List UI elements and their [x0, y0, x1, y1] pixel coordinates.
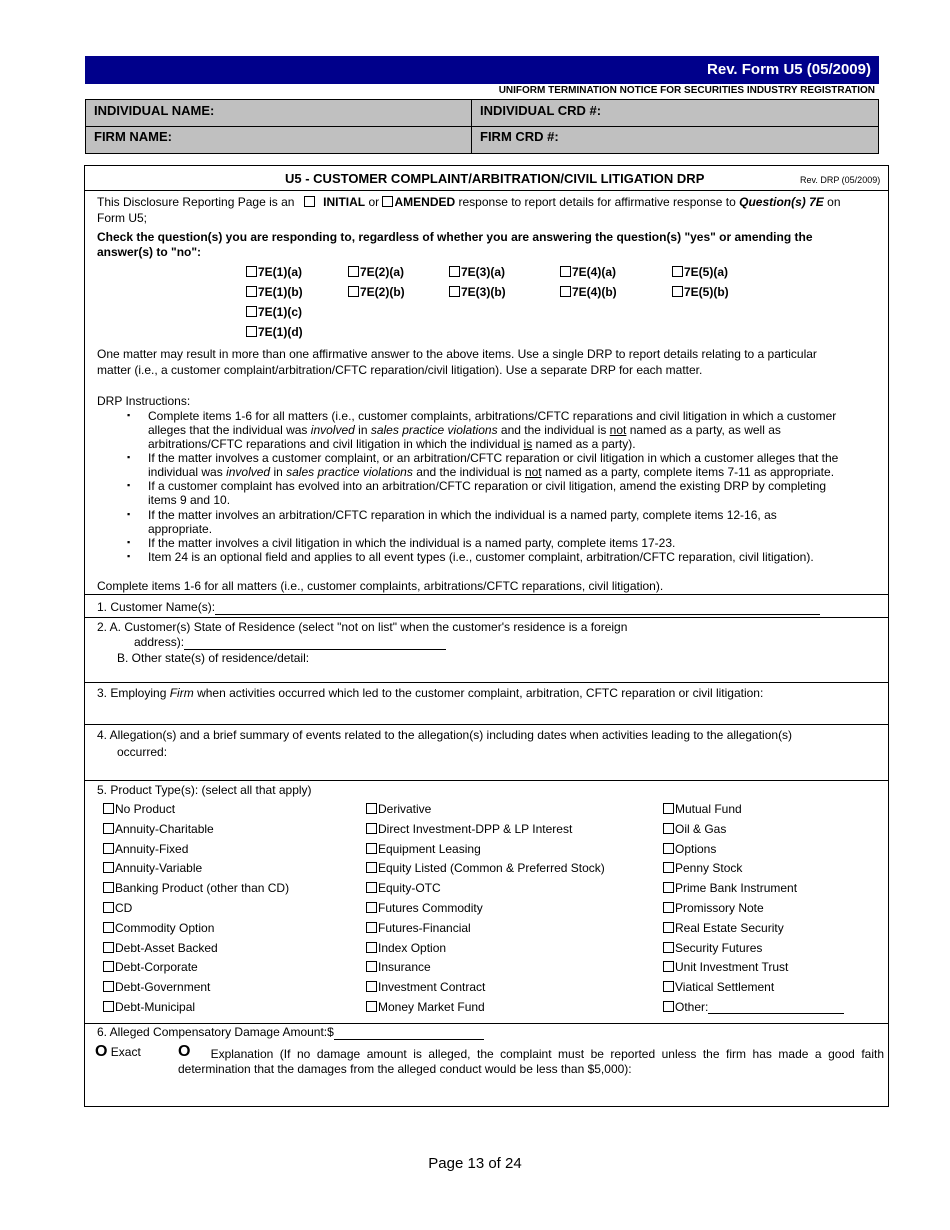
- exact-radio[interactable]: O: [95, 1043, 108, 1060]
- item-2b-label: B. Other state(s) of residence/detail:: [117, 651, 310, 665]
- product-label: Viatical Settlement: [675, 980, 775, 995]
- product-checkbox[interactable]: [663, 823, 674, 834]
- q-7e4b[interactable]: 7E(4)(b): [560, 285, 617, 299]
- product-checkbox[interactable]: [366, 922, 377, 933]
- check-instruction-2: answer(s) to "no":: [97, 245, 202, 259]
- q-7e3a[interactable]: 7E(3)(a): [449, 265, 505, 279]
- product-option[interactable]: [366, 881, 441, 895]
- product-option[interactable]: [103, 802, 175, 816]
- bullet-4: ▪: [127, 509, 131, 519]
- product-label: Derivative: [378, 802, 432, 816]
- product-label: Equity-OTC: [378, 881, 441, 896]
- drp-frame: [84, 165, 889, 1107]
- product-label: Oil & Gas: [675, 821, 727, 836]
- q-7e2a[interactable]: 7E(2)(a): [348, 265, 404, 279]
- product-option[interactable]: [103, 960, 198, 974]
- q-7e1d[interactable]: 7E(1)(d): [246, 325, 303, 339]
- product-label: Options: [675, 841, 717, 856]
- product-checkbox[interactable]: [366, 1001, 377, 1012]
- product-option[interactable]: [663, 1000, 844, 1014]
- product-option[interactable]: [103, 881, 289, 895]
- product-label: Index Option: [378, 940, 447, 955]
- instruction-4: If the matter involves an arbitration/CFTC reparation in which the individual is a named party, complete items 12-16, as appropriate.: [148, 508, 777, 536]
- product-option[interactable]: [663, 980, 774, 994]
- product-label: Banking Product (other than CD): [115, 881, 290, 896]
- initial-label: INITIAL: [323, 195, 366, 209]
- drp-rev: Rev. DRP (05/2009): [800, 175, 881, 185]
- product-option[interactable]: [663, 822, 726, 836]
- individual-name-label: INDIVIDUAL NAME:: [94, 103, 215, 118]
- initial-checkbox[interactable]: [304, 196, 315, 207]
- q-7e5b[interactable]: 7E(5)(b): [672, 285, 729, 299]
- product-checkbox[interactable]: [663, 902, 674, 913]
- q-7e4a[interactable]: 7E(4)(a): [560, 265, 616, 279]
- product-checkbox[interactable]: [103, 803, 114, 814]
- product-label: Mutual Fund: [675, 802, 742, 816]
- product-checkbox[interactable]: [103, 862, 114, 873]
- product-checkbox[interactable]: [366, 882, 377, 893]
- explanation-radio[interactable]: O: [178, 1043, 191, 1060]
- product-option[interactable]: [366, 861, 605, 875]
- form-title: Rev. Form U5 (05/2009): [707, 61, 871, 78]
- exact-label: Exact: [110, 1045, 141, 1059]
- product-label: Debt-Municipal: [115, 1000, 196, 1014]
- product-option[interactable]: [103, 921, 214, 935]
- product-checkbox[interactable]: [103, 882, 114, 893]
- product-checkbox[interactable]: [103, 922, 114, 933]
- product-label: Equity Listed (Common & Preferred Stock): [378, 861, 605, 876]
- product-option[interactable]: [366, 960, 431, 974]
- instruction-5: If the matter involves a civil litigation in which the individual is a named party, complete items 17-23.: [148, 536, 676, 550]
- bullet-3: ▪: [127, 480, 131, 490]
- item-4-label-2: occurred:: [117, 745, 168, 759]
- q-7e2b[interactable]: 7E(2)(b): [348, 285, 405, 299]
- instruction-6: Item 24 is an optional field and applies to all event types (i.e., customer complaint, arbitration/CFTC reparation, civil litigation).: [148, 550, 814, 564]
- product-checkbox[interactable]: [103, 1001, 114, 1012]
- product-option[interactable]: [103, 861, 202, 875]
- product-checkbox[interactable]: [663, 843, 674, 854]
- product-option[interactable]: [663, 842, 716, 856]
- product-option[interactable]: [366, 802, 431, 816]
- product-checkbox[interactable]: [366, 961, 377, 972]
- product-checkbox[interactable]: [103, 902, 114, 913]
- product-checkbox[interactable]: [663, 981, 674, 992]
- product-label: Money Market Fund: [378, 1000, 485, 1014]
- customer-name-field[interactable]: [215, 602, 820, 615]
- product-label: Insurance: [378, 960, 431, 975]
- product-checkbox[interactable]: [663, 862, 674, 873]
- q-7e1c[interactable]: 7E(1)(c): [246, 305, 302, 319]
- product-checkbox[interactable]: [663, 1001, 674, 1012]
- product-option[interactable]: [366, 941, 446, 955]
- instruction-3: If a customer complaint has evolved into an arbitration/CFTC reparation or civil litigation, amend the existing DRP by completing items 9 and 10.: [148, 479, 827, 507]
- explanation-line-1: Explanation (If no damage amount is alleged, the complaint must be reported unless the firm has made a good faith: [210, 1047, 885, 1061]
- product-checkbox[interactable]: [103, 823, 114, 834]
- damage-amount-field[interactable]: [334, 1027, 484, 1040]
- product-checkbox[interactable]: [366, 803, 377, 814]
- matter-note-1: One matter may result in more than one affirmative answer to the above items. Use a single DRP to report details relating to a particular: [97, 347, 817, 361]
- product-label: Investment Contract: [378, 980, 486, 995]
- product-label: Debt-Corporate: [115, 960, 198, 975]
- page-number: Page 13 of 24: [428, 1155, 522, 1172]
- item-1-label: 1. Customer Name(s):: [97, 600, 820, 615]
- item-6-label: 6. Alleged Compensatory Damage Amount:$: [97, 1025, 484, 1040]
- bullet-6: ▪: [127, 551, 131, 561]
- product-option[interactable]: [366, 921, 471, 935]
- product-checkbox[interactable]: [663, 942, 674, 953]
- product-label: Direct Investment-DPP & LP Interest: [378, 821, 573, 836]
- product-checkbox[interactable]: [103, 942, 114, 953]
- product-label: Unit Investment Trust: [675, 960, 789, 975]
- product-label: Debt-Government: [115, 980, 211, 995]
- product-label: Futures-Financial: [378, 920, 471, 935]
- firm-name-label: FIRM NAME:: [94, 129, 172, 144]
- product-checkbox[interactable]: [103, 961, 114, 972]
- question-ref: Question(s) 7E: [739, 195, 824, 209]
- product-option[interactable]: [663, 802, 742, 816]
- product-option[interactable]: [103, 1000, 195, 1014]
- product-option[interactable]: [663, 921, 784, 935]
- product-checkbox[interactable]: [663, 882, 674, 893]
- instruction-2: If the matter involves a customer complaint, or an arbitration/CFTC reparation or civil litigation in which a customer alleges that the individual was involved in sales practice violations and the individual is not named as a party, complete items 7-11 as appropriate.: [148, 451, 839, 479]
- form-subtitle: UNIFORM TERMINATION NOTICE FOR SECURITIES INDUSTRY REGISTRATION: [498, 85, 875, 96]
- product-checkbox[interactable]: [366, 862, 377, 873]
- product-label: CD: [115, 901, 133, 915]
- product-checkbox[interactable]: [103, 843, 114, 854]
- explanation-line-2: determination that the damages from the alleged conduct would be less than $5,000):: [178, 1062, 632, 1076]
- product-option[interactable]: [366, 822, 572, 836]
- bullet-5: ▪: [127, 537, 131, 547]
- bullet-2: ▪: [127, 452, 131, 462]
- product-checkbox[interactable]: [366, 981, 377, 992]
- product-option[interactable]: [366, 842, 481, 856]
- product-label: Prime Bank Instrument: [675, 881, 798, 896]
- product-checkbox[interactable]: [366, 942, 377, 953]
- q-7e1b[interactable]: 7E(1)(b): [246, 285, 303, 299]
- product-label: Commodity Option: [115, 920, 215, 935]
- individual-crd-label: INDIVIDUAL CRD #:: [480, 103, 602, 118]
- amended-label: AMENDED: [394, 195, 456, 209]
- product-checkbox[interactable]: [103, 981, 114, 992]
- product-label: No Product: [115, 802, 176, 816]
- other-product-field[interactable]: [708, 1001, 844, 1014]
- product-checkbox[interactable]: [663, 961, 674, 972]
- intro-line: [97, 195, 887, 210]
- product-option[interactable]: [103, 901, 132, 915]
- product-label: Futures Commodity: [378, 901, 483, 915]
- or-label: or: [368, 195, 380, 209]
- instruction-1: Complete items 1-6 for all matters (i.e., customer complaints, arbitrations/CFTC reparations and civil litigation in which a customer alleges that the individual was involved in sales practice violations and the individual is not named as a party, as well as arbitrations/CFTC reparations and civil litigation in which the individual is named as a party).: [148, 409, 837, 451]
- product-label: Security Futures: [675, 940, 763, 955]
- instructions-heading: DRP Instructions:: [97, 394, 191, 408]
- product-checkbox[interactable]: [366, 823, 377, 834]
- product-option[interactable]: [663, 881, 797, 895]
- product-label: Real Estate Security: [675, 920, 784, 935]
- amended-checkbox[interactable]: [382, 196, 393, 207]
- product-option[interactable]: [663, 960, 788, 974]
- product-label: Penny Stock: [675, 861, 743, 876]
- check-instruction-1: Check the question(s) you are responding to, regardless of whether you are answering the question(s) "yes" or amending the: [97, 230, 813, 244]
- product-option[interactable]: [366, 980, 485, 994]
- exact-option[interactable]: [95, 1044, 141, 1060]
- drp-title: U5 - CUSTOMER COMPLAINT/ARBITRATION/CIVIL LITIGATION DRP: [285, 171, 705, 186]
- product-option[interactable]: [663, 941, 762, 955]
- bullet-1: ▪: [127, 410, 131, 420]
- matter-note-2: matter (i.e., a customer complaint/arbitration/CFTC reparation/civil litigation). Use a separate DRP for each matter.: [97, 363, 703, 377]
- intro-text-3: on: [827, 195, 841, 209]
- product-label: Annuity-Charitable: [115, 821, 214, 836]
- product-label: Promissory Note: [675, 901, 764, 915]
- product-option[interactable]: [103, 941, 218, 955]
- product-checkbox[interactable]: [663, 803, 674, 814]
- product-option[interactable]: [103, 980, 210, 994]
- intro-text-1: This Disclosure Reporting Page is an: [97, 195, 295, 209]
- product-label: Equipment Leasing: [378, 841, 481, 856]
- state-of-residence-field[interactable]: [184, 637, 446, 650]
- product-option[interactable]: [663, 861, 742, 875]
- product-checkbox[interactable]: [663, 922, 674, 933]
- product-label: Debt-Asset Backed: [115, 940, 218, 955]
- firm-crd-label: FIRM CRD #:: [480, 129, 559, 144]
- form-title-bar: [85, 56, 879, 84]
- complete-note: Complete items 1-6 for all matters (i.e., customer complaints, arbitrations/CFTC reparations, civil litigation).: [97, 579, 664, 593]
- intro-text-4: Form U5;: [97, 211, 148, 225]
- item-4-label: 4. Allegation(s) and a brief summary of events related to the allegation(s) including dates when activities leading to the allegation(s): [97, 728, 793, 742]
- intro-text-2: response to report details for affirmative response to: [458, 195, 736, 209]
- product-label: Annuity-Variable: [115, 861, 203, 876]
- product-option[interactable]: [366, 901, 483, 915]
- item-2a-label: 2. A. Customer(s) State of Residence (select "not on list" when the customer's residence is a foreign: [97, 620, 628, 634]
- product-label: Other:: [675, 1000, 709, 1014]
- product-label: Annuity-Fixed: [115, 841, 189, 856]
- item-2a-address: address):: [134, 635, 446, 650]
- item-5-label: 5. Product Type(s): (select all that apply): [97, 783, 312, 797]
- product-option[interactable]: [663, 901, 764, 915]
- product-option[interactable]: [103, 822, 214, 836]
- product-option[interactable]: [366, 1000, 485, 1014]
- product-option[interactable]: [103, 842, 188, 856]
- product-checkbox[interactable]: [366, 843, 377, 854]
- product-checkbox[interactable]: [366, 902, 377, 913]
- identity-box: [85, 99, 879, 154]
- q-7e5a[interactable]: 7E(5)(a): [672, 265, 728, 279]
- item-3-label: 3. Employing Firm when activities occurred which led to the customer complaint, arbitration, CFTC reparation or civil litigation:: [97, 686, 764, 700]
- q-7e3b[interactable]: 7E(3)(b): [449, 285, 506, 299]
- q-7e1a[interactable]: 7E(1)(a): [246, 265, 302, 279]
